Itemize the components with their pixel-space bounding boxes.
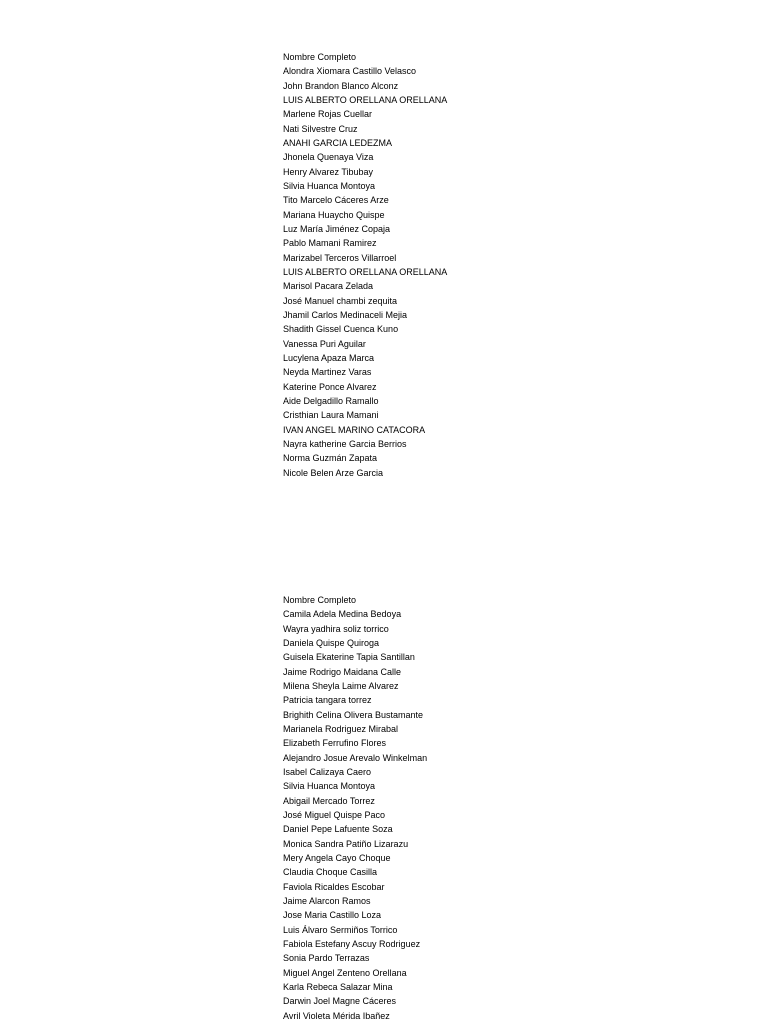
list-item: Norma Guzmán Zapata — [283, 453, 378, 464]
list-item: Neyda Martinez Varas — [283, 367, 372, 378]
list-item: Vanessa Puri Aguilar — [283, 338, 366, 349]
list-item: Darwin Joel Magne Cáceres — [283, 996, 397, 1007]
list-item: Wayra yadhira soliz torrico — [283, 623, 389, 634]
list-item: Nati Silvestre Cruz — [283, 123, 358, 134]
list-item: IVAN ANGEL MARINO CATACORA — [283, 424, 426, 435]
list-item: Jhonela Quenaya Viza — [283, 152, 374, 163]
column-header: Nombre Completo — [283, 595, 357, 605]
list-item: Abigail Mercado Torrez — [283, 795, 375, 806]
list-item: Aide Delgadillo Ramallo — [283, 395, 379, 406]
list-item: Luz María Jiménez Copaja — [283, 223, 391, 234]
list-item: Elizabeth Ferrufino Flores — [283, 738, 387, 749]
list-item: Jaime Alarcon Ramos — [283, 895, 371, 906]
names-container — [283, 607, 427, 1023]
name-list-2 — [283, 593, 427, 1023]
list-item: Nayra katherine Garcia Berrios — [283, 438, 407, 449]
list-item: Alejandro Josue Arevalo Winkelman — [283, 752, 428, 763]
list-item: John Brandon Blanco Alconz — [283, 80, 399, 91]
list-item: Daniela Quispe Quiroga — [283, 637, 380, 648]
list-item: José Manuel chambi zequita — [283, 295, 398, 306]
list-item: Cristhian Laura Mamani — [283, 410, 379, 421]
list-item: Isabel Calizaya Caero — [283, 766, 372, 777]
list-item: Brighith Celina Olivera Bustamante — [283, 709, 424, 720]
list-item: Nicole Belen Arze Garcia — [283, 467, 384, 478]
list-item: Marianela Rodriguez Mirabal — [283, 723, 399, 734]
list-item: Silvia Huanca Montoya — [283, 180, 376, 191]
list-item: Miguel Angel Zenteno Orellana — [283, 967, 407, 978]
list-item: Faviola Ricaldes Escobar — [283, 881, 385, 892]
column-header: Nombre Completo — [283, 52, 357, 62]
list-item: Daniel Pepe Lafuente Soza — [283, 824, 393, 835]
list-item: Avril Violeta Mérida Ibañez — [283, 1010, 390, 1021]
list-item: Luis Álvaro Sermiños Torrico — [283, 924, 398, 935]
list-item: Marisol Pacara Zelada — [283, 281, 374, 292]
list-item: Monica Sandra Patiño Lizarazu — [283, 838, 409, 849]
list-item: Pablo Mamani Ramirez — [283, 238, 377, 249]
list-item: LUIS ALBERTO ORELLANA ORELLANA — [283, 266, 448, 277]
names-container — [283, 64, 447, 480]
list-item: Katerine Ponce Alvarez — [283, 381, 377, 392]
list-item: Karla Rebeca Salazar Mina — [283, 981, 393, 992]
list-item: José Miguel Quispe Paco — [283, 809, 386, 820]
list-item: Milena Sheyla Laime Alvarez — [283, 680, 399, 691]
list-item: Fabiola Estefany Ascuy Rodriguez — [283, 938, 421, 949]
list-item: Marlene Rojas Cuellar — [283, 109, 373, 120]
list-item: Jaime Rodrigo Maidana Calle — [283, 666, 402, 677]
list-item: Mariana Huaycho Quispe — [283, 209, 385, 220]
list-item: ANAHI GARCIA LEDEZMA — [283, 137, 393, 148]
list-item: Shadith Gissel Cuenca Kuno — [283, 324, 399, 335]
list-item: Henry Alvarez Tibubay — [283, 166, 374, 177]
list-item: LUIS ALBERTO ORELLANA ORELLANA — [283, 94, 448, 105]
list-item: Tito Marcelo Cáceres Arze — [283, 195, 389, 206]
list-item: Patricia tangara torrez — [283, 695, 372, 706]
list-item: Mery Angela Cayo Choque — [283, 852, 391, 863]
list-item: Camila Adela Medina Bedoya — [283, 609, 402, 620]
list-item: Marizabel Terceros Villarroel — [283, 252, 397, 263]
list-item: Lucylena Apaza Marca — [283, 352, 375, 363]
list-item: Alondra Xiomara Castillo Velasco — [283, 66, 417, 77]
name-list-1 — [283, 50, 447, 480]
list-item: Jhamil Carlos Medinaceli Mejia — [283, 309, 408, 320]
list-item: Jose Maria Castillo Loza — [283, 910, 382, 921]
list-item: Claudia Choque Casilla — [283, 867, 378, 878]
list-item: Sonia Pardo Terrazas — [283, 953, 370, 964]
list-item: Guisela Ekaterine Tapia Santillan — [283, 652, 415, 663]
list-item: Silvia Huanca Montoya — [283, 781, 376, 792]
